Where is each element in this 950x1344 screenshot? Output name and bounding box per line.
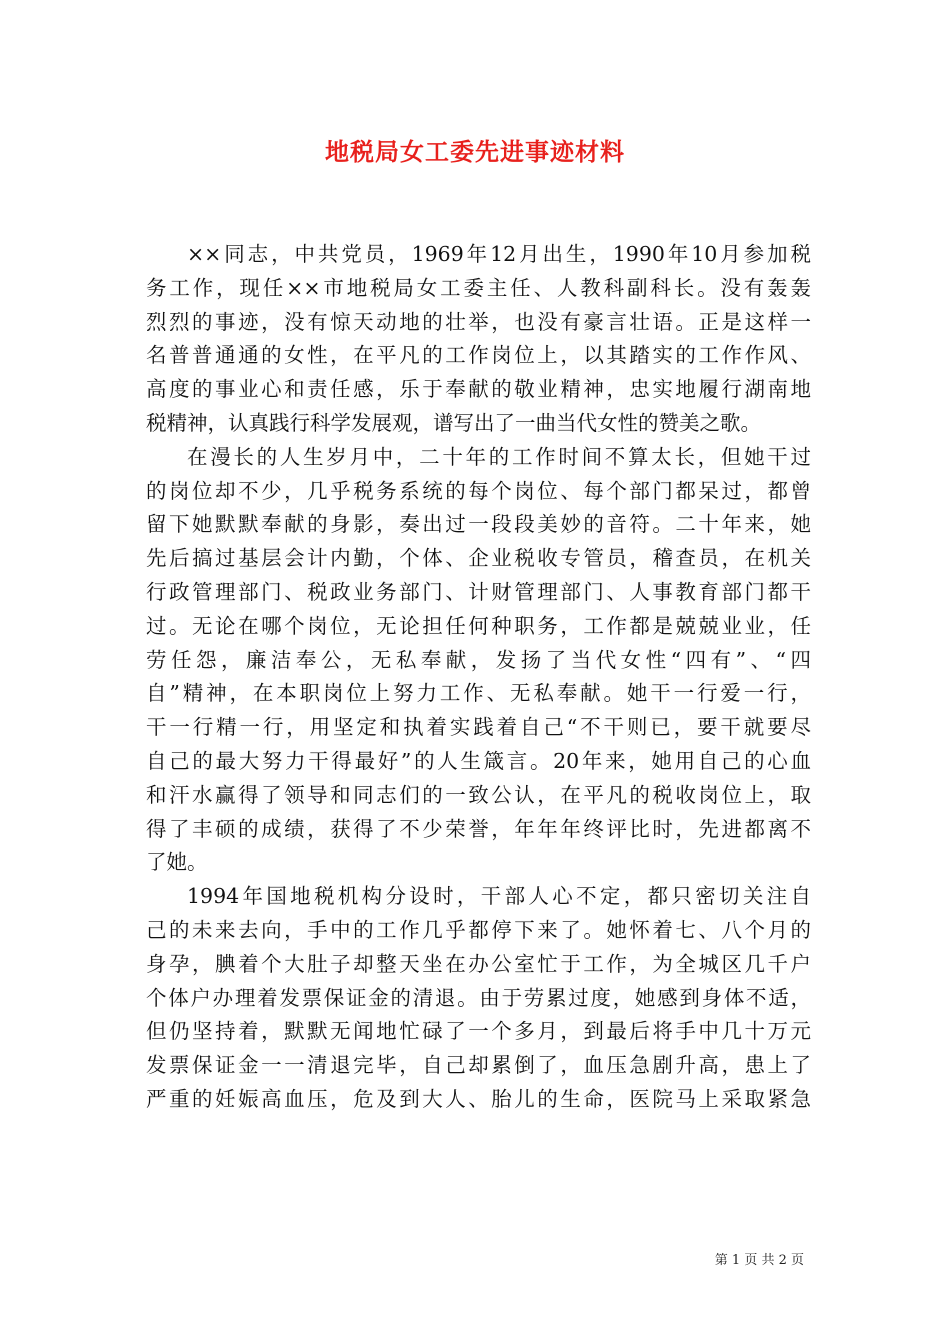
paragraph-2-line: 在漫长的人生岁月中，二十年的工作时间不算太长，但她干过	[187, 444, 811, 469]
paragraph-2-line: 留下她默默奉献的身影，奏出过一段段美妙的音符。二十年来，她	[146, 512, 811, 537]
paragraph-3-line: 身孕，腆着个大肚子却整天坐在办公室忙于工作，为全城区几千户	[146, 951, 811, 976]
paragraph-3-line: 但仍坚持着，默默无闻地忙碌了一个多月，到最后将手中几十万元	[146, 1019, 811, 1044]
paragraph-2-line: 先后搞过基层会计内勤，个体、企业税收专管员，稽查员，在机关	[146, 546, 811, 571]
paragraph-1-line: 高度的事业心和责任感，乐于奉献的敬业精神，忠实地履行湖南地	[146, 377, 811, 402]
paragraph-2-line: 自”精神，在本职岗位上努力工作、无私奉献。她干一行爱一行，	[146, 681, 811, 706]
paragraph-3-line: 发票保证金一一清退完毕，自己却累倒了，血压急剧升高，患上了	[146, 1053, 811, 1078]
paragraph-1-line: ××同志，中共党员，1969年12月出生，1990年10月参加税	[187, 242, 811, 266]
paragraph-3-line: 1994年国地税机构分设时，干部人心不定，都只密切关注自	[187, 884, 811, 909]
page-number-footer: 第 1 页 共 2 页	[714, 1253, 804, 1268]
paragraph-1-line: 务工作，现任××市地税局女工委主任、人教科副科长。没有轰轰	[146, 275, 811, 300]
paragraph-2-line: 干一行精一行，用坚定和执着实践着自己“不干则已，要干就要尽	[146, 715, 811, 740]
paragraph-3-line: 严重的妊娠高血压，危及到大人、胎儿的生命，医院马上采取紧急	[146, 1086, 811, 1111]
paragraph-2-line: 自己的最大努力干得最好”的人生箴言。20年来，她用自己的心血	[146, 748, 811, 773]
paragraph-3-line: 个体户办理着发票保证金的清退。由于劳累过度，她感到身体不适，	[146, 985, 811, 1010]
paragraph-2-line: 的岗位却不少，几乎税务系统的每个岗位、每个部门都呆过，都曾	[146, 478, 811, 503]
document-body	[146, 238, 811, 1117]
document-title: 地税局女工委先进事迹材料	[325, 137, 625, 166]
paragraph-2-line: 得了丰硕的成绩，获得了不少荣誉，年年年终评比时，先进都离不	[146, 816, 811, 841]
paragraph-1-line: 烈烈的事迹，没有惊天动地的壮举，也没有豪言壮语。正是这样一	[146, 309, 811, 334]
paragraph-2-line: 劳任怨，廉洁奉公，无私奉献，发扬了当代女性“四有”、“四	[146, 647, 811, 672]
paragraph-2-line: 了她。	[146, 850, 208, 875]
paragraph-1-line: 税精神，认真践行科学发展观，谱写出了一曲当代女性的赞美之歌。	[146, 410, 761, 435]
paragraph-3-line: 己的未来去向，手中的工作几乎都停下来了。她怀着七、八个月的	[146, 917, 811, 942]
paragraph-2-line: 行政管理部门、税政业务部门、计财管理部门、人事教育部门都干	[146, 579, 811, 604]
paragraph-1-line: 名普普通通的女性，在平凡的工作岗位上，以其踏实的工作作风、	[146, 343, 811, 368]
paragraph-2-line: 和汗水赢得了领导和同志们的一致公认，在平凡的税收岗位上，取	[146, 782, 811, 807]
paragraph-2-line: 过。无论在哪个岗位，无论担任何种职务，工作都是兢兢业业，任	[146, 613, 811, 638]
